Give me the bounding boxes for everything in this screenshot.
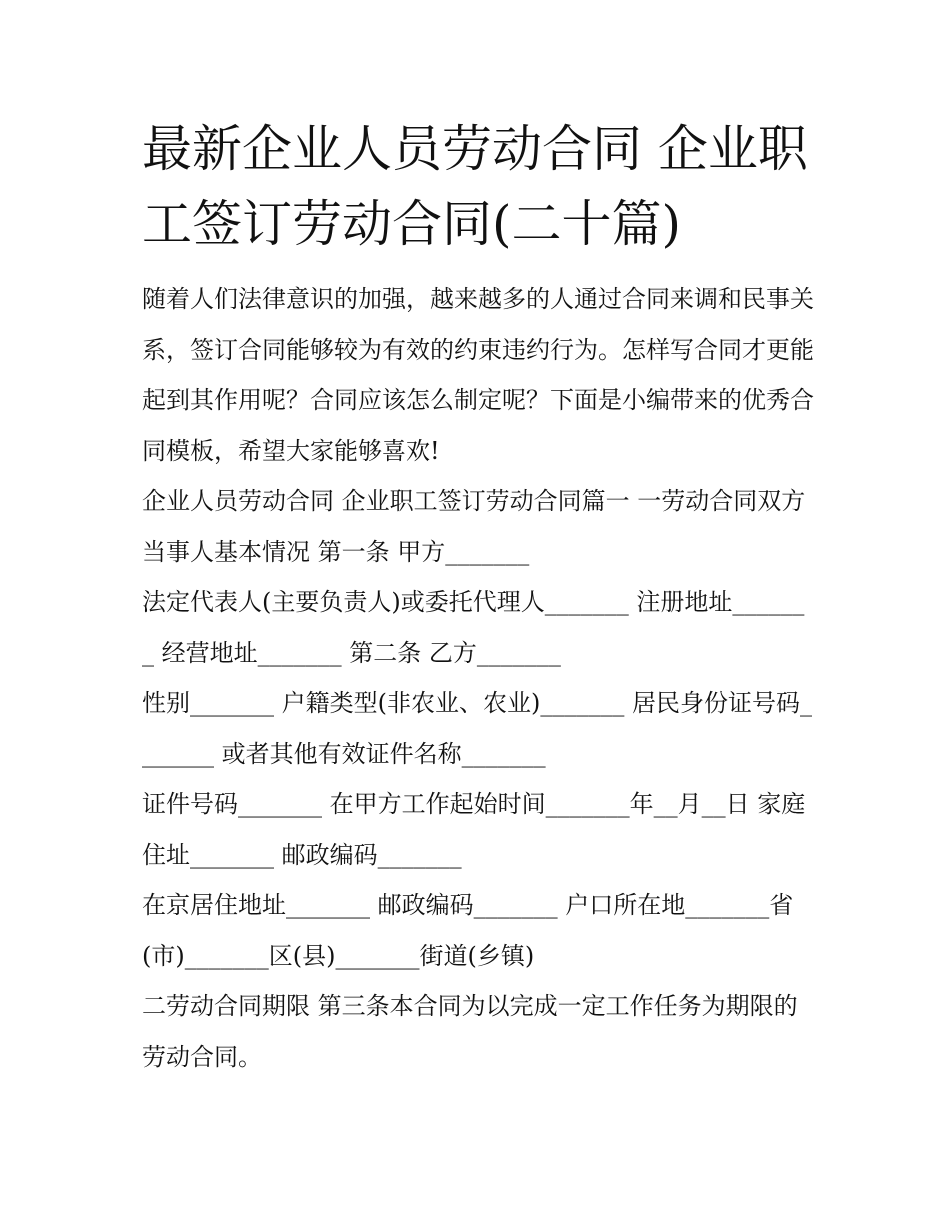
contract-paragraph-id-number: 证件号码_______ 在甲方工作起始时间_______年__月__日 家庭住址_______ 邮政编码_______ (142, 790, 806, 869)
document-page (142, 112, 814, 1082)
contract-paragraph-representative: 法定代表人(主要负责人)或委托代理人_______ 注册地址_______ 经营地址_______ 第二条 乙方_______ (142, 588, 805, 667)
intro-paragraph: 随着人们法律意识的加强，越来越多的人通过合同来调和民事关系，签订合同能够较为有效的约束违约行为。怎样写合同才更能起到其作用呢？合同应该怎么制定呢？下面是小编带来的优秀合同模板，希望大家能够喜欢! (142, 285, 814, 465)
contract-paragraph-residence: 在京居住地址_______ 邮政编码_______ 户口所在地_______省(市)_______区(县)_______街道(乡镇) (142, 891, 794, 970)
document-title: 最新企业人员劳动合同 企业职工签订劳动合同(二十篇) (142, 120, 808, 253)
contract-paragraph-term: 二劳动合同期限 第三条本合同为以完成一定工作任务为期限的劳动合同。 (142, 992, 798, 1071)
contract-paragraph-gender: 性别_______ 户籍类型(非农业、农业)_______ 居民身份证号码_______ 或者其他有效证件名称_______ (142, 689, 812, 768)
contract-paragraph-parties: 企业人员劳动合同 企业职工签订劳动合同篇一 一劳动合同双方当事人基本情况 第一条 甲方_______ (142, 487, 806, 566)
